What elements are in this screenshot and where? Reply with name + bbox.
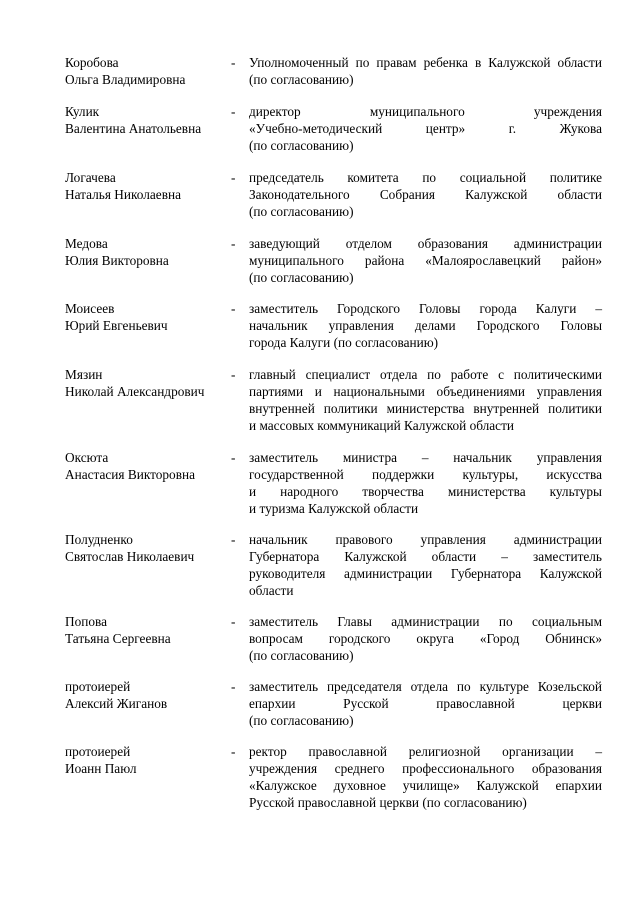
member-surname: Медова (65, 236, 108, 251)
member-given-names: Татьяна Сергеевна (65, 631, 171, 646)
member-position (249, 743, 602, 811)
member-given-names: Анастасия Викторовна (65, 467, 196, 482)
member-name (65, 54, 225, 88)
member-surname: Моисеев (65, 301, 115, 316)
member-name (65, 449, 225, 483)
separator-dash: - (231, 450, 236, 465)
member-position (249, 678, 602, 729)
member-position (249, 169, 602, 220)
separator-dash: - (231, 55, 236, 70)
position-line: заместитель министра – начальник управления (249, 450, 602, 465)
position-line: заместитель Городского Головы города Калуги – (249, 301, 602, 316)
member-name (65, 531, 225, 565)
member-given-names: Юрий Евгеньевич (65, 318, 168, 333)
member-position (249, 235, 602, 286)
separator-dash: - (231, 301, 236, 316)
member-given-names: Алексий Жиганов (65, 696, 168, 711)
position-line: руководителя администрации Губернатора Калужской (249, 566, 602, 581)
member-surname: Логачева (65, 170, 116, 185)
separator-dash: - (231, 744, 236, 759)
position-line: Губернатора Калужской области – заместитель (249, 549, 602, 564)
member-surname: Оксюта (65, 450, 109, 465)
position-line: начальник управления делами Городского Головы (249, 318, 602, 333)
member-position (249, 300, 602, 351)
position-line: (по согласованию) (249, 72, 354, 87)
member-position (249, 531, 602, 599)
position-line: Уполномоченный по правам ребенка в Калужской области (249, 55, 602, 70)
member-title: протоиерей (65, 679, 131, 694)
member-given-names: Валентина Анатольевна (65, 121, 202, 136)
position-line: и народного творчества министерства культуры (249, 484, 602, 499)
member-name (65, 743, 225, 777)
position-line: ректор православной религиозной организации – (249, 744, 602, 759)
member-name (65, 103, 225, 137)
position-line: заместитель председателя отдела по культуре Козельской (249, 679, 602, 694)
position-line: Русской православной церкви (по согласованию) (249, 795, 527, 810)
separator-dash: - (231, 236, 236, 251)
separator-dash: - (231, 367, 236, 382)
position-line: (по согласованию) (249, 204, 354, 219)
member-name (65, 366, 225, 400)
member-name (65, 169, 225, 203)
member-given-names: Николай Александрович (65, 384, 205, 399)
position-line: епархии Русской православной церкви (249, 696, 602, 711)
member-position (249, 103, 602, 154)
position-line: «Калужское духовное училище» Калужской епархии (249, 778, 602, 793)
member-position (249, 366, 602, 434)
separator-dash: - (231, 679, 236, 694)
position-line: государственной поддержки культуры, искусства (249, 467, 602, 482)
member-surname: Полудненко (65, 532, 133, 547)
position-line: начальник правового управления администрации (249, 532, 602, 547)
member-given-names: Святослав Николаевич (65, 549, 195, 564)
member-surname: Мязин (65, 367, 103, 382)
separator-dash: - (231, 104, 236, 119)
member-position (249, 449, 602, 517)
member-name (65, 235, 225, 269)
position-line: «Учебно-методический центр» г. Жукова (249, 121, 602, 136)
position-line: председатель комитета по социальной политике (249, 170, 602, 185)
position-line: учреждения среднего профессионального образования (249, 761, 602, 776)
position-line: главный специалист отдела по работе с политическими (249, 367, 602, 382)
member-surname: Попова (65, 614, 108, 629)
separator-dash: - (231, 170, 236, 185)
position-line: и массовых коммуникаций Калужской области (249, 418, 515, 433)
member-surname: Коробова (65, 55, 119, 70)
member-surname: Кулик (65, 104, 100, 119)
position-line: (по согласованию) (249, 713, 354, 728)
position-line: муниципального района «Малоярославецкий район» (249, 253, 602, 268)
member-name (65, 678, 225, 712)
position-line: (по согласованию) (249, 138, 354, 153)
position-line: заместитель Главы администрации по социальным (249, 614, 602, 629)
position-line: (по согласованию) (249, 648, 354, 663)
member-given-names: Иоанн Паюл (65, 761, 137, 776)
member-given-names: Наталья Николаевна (65, 187, 182, 202)
position-line: области (249, 583, 294, 598)
member-given-names: Ольга Владимировна (65, 72, 186, 87)
member-title: протоиерей (65, 744, 131, 759)
separator-dash: - (231, 532, 236, 547)
position-line: директор муниципального учреждения (249, 104, 602, 119)
separator-dash: - (231, 614, 236, 629)
member-name (65, 613, 225, 647)
position-line: внутренней политики министерства внутренней политики (249, 401, 602, 416)
position-line: заведующий отделом образования администрации (249, 236, 602, 251)
member-position (249, 613, 602, 664)
member-given-names: Юлия Викторовна (65, 253, 169, 268)
position-line: города Калуги (по согласованию) (249, 335, 439, 350)
member-position (249, 54, 602, 88)
position-line: партиями и национальными объединениями управления (249, 384, 602, 399)
member-name (65, 300, 225, 334)
position-line: (по согласованию) (249, 270, 354, 285)
position-line: Законодательного Собрания Калужской области (249, 187, 602, 202)
position-line: и туризма Калужской области (249, 501, 419, 516)
position-line: вопросам городского округа «Город Обнинск» (249, 631, 602, 646)
